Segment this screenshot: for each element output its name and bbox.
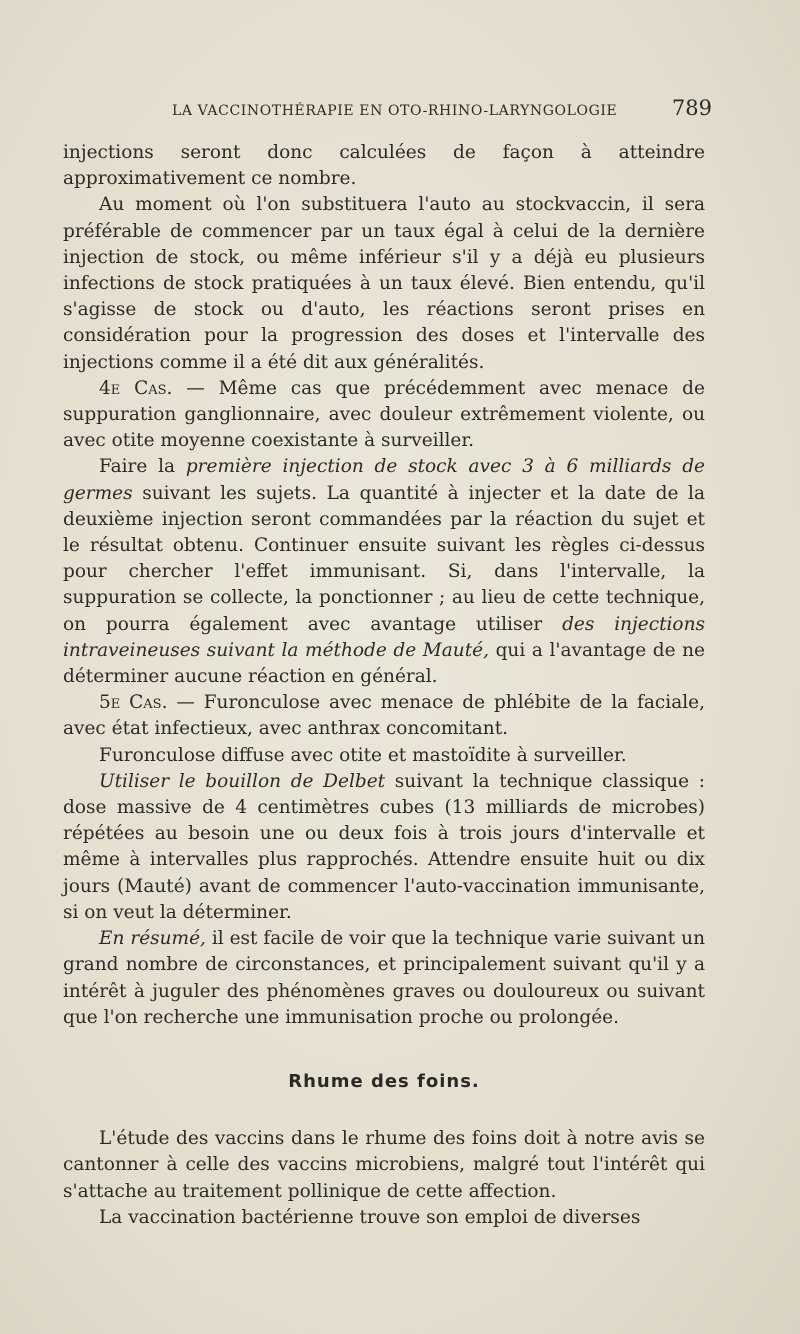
paragraph-7 xyxy=(63,769,705,926)
paragraph-10: La vaccination bactérienne trouve son emploi de diverses xyxy=(99,1206,641,1228)
p7-text: suivant la technique classique : dose massive de 4 centimètres cubes (13 milliards de microbes) répétées au besoin une ou deux fois à trois jours d'intervalle et même à intervalles plus rapprochés. Attendre ensuite huit ou dix jours (Mauté) avant de commencer l'auto-vaccination immunisante, si on veut la déterminer. xyxy=(63,770,705,923)
p8-text: il est facile de voir que la technique varie suivant un grand nombre de circonstances, et principalement suivant qu'il y a intérêt à juguler des phénomènes graves ou douloureux ou suivant que l'on recherche une immunisation proche ou prolongée. xyxy=(63,928,705,1028)
p7-italic: Utiliser le bouillon de Delbet xyxy=(99,770,386,792)
paragraph-9: L'étude des vaccins dans le rhume des foins doit à notre avis se cantonner à celle des vaccins microbiens, malgré tout l'intérêt qui s'attache au traitement pollinique de cette affection. xyxy=(63,1128,705,1202)
p8-italic: En résumé, xyxy=(99,928,206,950)
p4-text-b: suivant les sujets. La quantité à injecter et la date de la deuxième injection seront commandées par la réaction du sujet et le résultat obtenu. Continuer ensuite suivant les règles ci-dessus pour chercher l'effet immunisant. Si, dans l'intervalle, la suppuration se collecte, la ponctionner ; au lieu de cette technique, on pourra également avec avantage utiliser xyxy=(63,482,705,635)
page-number: 789 xyxy=(671,96,712,120)
case-4-text: — Même cas que précédemment avec menace de suppuration ganglionnaire, avec douleur extrêmement violente, ou avec otite moyenne coexistante à surveiller. xyxy=(63,377,705,452)
page-header xyxy=(172,96,712,120)
case-4-label: 4e Cas. xyxy=(99,377,173,399)
p4-italic-b: des injections intraveineuses suivant la méthode de Mauté, xyxy=(63,613,705,661)
p4-text-a: Faire la xyxy=(99,456,186,478)
paragraph-case-4 xyxy=(63,376,705,455)
p4-italic-a: première injection de stock avec 3 à 6 milliards de germes xyxy=(63,456,705,504)
paragraph-1: injections seront donc calculées de façon à atteindre approximativement ce nombre. xyxy=(63,142,705,190)
paragraph-2: Au moment où l'on substituera l'auto au stockvaccin, il sera préférable de commencer par un taux égal à celui de la dernière injection de stock, ou même inférieur s'il y a déjà eu plusieurs infections de stock pratiquées à un taux élevé. Bien entendu, qu'il s'agisse de stock ou d'auto, les réactions seront prises en considération pour la progression des doses et l'intervalle des injections comme il a été dit aux généralités. xyxy=(63,194,705,373)
case-5-label: 5e Cas. xyxy=(99,692,168,714)
paragraph-4 xyxy=(63,454,705,690)
body-text xyxy=(63,140,705,1231)
p4-text-c: qui a l'avantage de ne déterminer aucune réaction en général. xyxy=(63,639,705,688)
paragraph-6: Furonculose diffuse avec otite et mastoïdite à surveiller. xyxy=(99,744,627,766)
case-5-text: — Furonculose avec menace de phlébite de la faciale, avec état infectieux, avec anthrax concomitant. xyxy=(63,692,705,740)
paragraph-8 xyxy=(63,926,705,1031)
section-heading: Rhume des foins. xyxy=(288,1070,480,1092)
paragraph-case-5 xyxy=(63,690,705,742)
running-title: LA VACCINOTHÉRAPIE EN OTO-RHINO-LARYNGOLOGIE xyxy=(172,103,618,119)
